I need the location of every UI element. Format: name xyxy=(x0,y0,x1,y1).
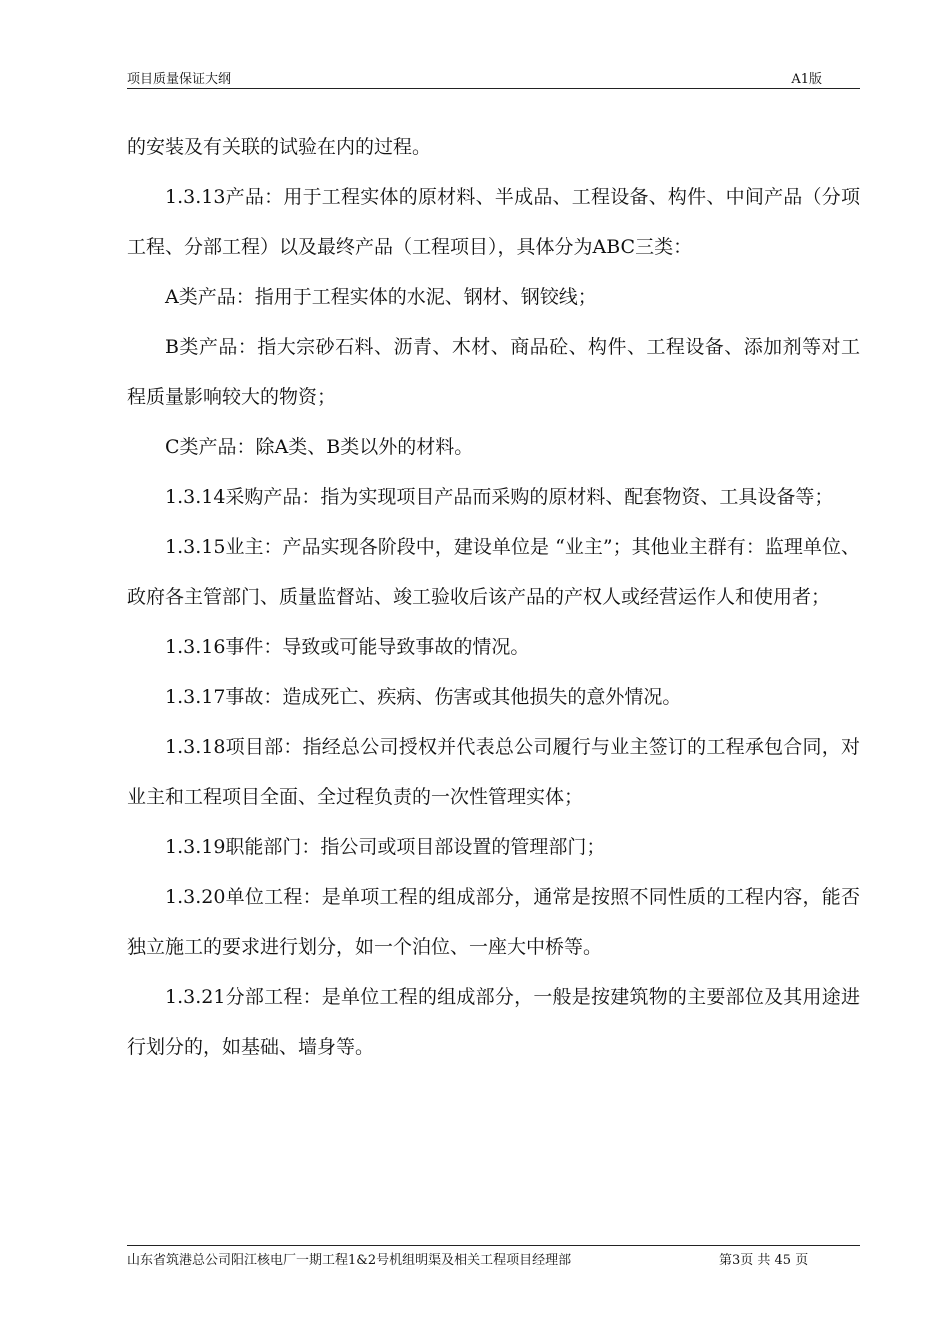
paragraph: 1.3.19职能部门：指公司或项目部设置的管理部门； xyxy=(165,836,606,858)
footer-organization: 山东省筑港总公司阳江核电厂一期工程1&2号机组明渠及相关工程项目经理部 xyxy=(127,1253,572,1268)
document-title: 项目质量保证大纲 xyxy=(127,72,232,87)
paragraph: 1.3.17事故：造成死亡、疾病、伤害或其他损失的意外情况。 xyxy=(165,686,682,708)
paragraph: B类产品：指大宗砂石料、沥青、木材、商品砼、构件、工程设备、添加剂等对工程质量影响较大的物资； xyxy=(127,336,860,408)
paragraph: 1.3.18项目部：指经总公司授权并代表总公司履行与业主签订的工程承包合同，对业主和工程项目全面、全过程负责的一次性管理实体； xyxy=(127,736,860,808)
page-footer xyxy=(127,1245,860,1272)
paragraph: 1.3.14采购产品：指为实现项目产品而采购的原材料、配套物资、工具设备等； xyxy=(165,486,834,508)
page-number: 第3页 共 45 页 xyxy=(719,1253,809,1268)
paragraph: C类产品：除A类、B类以外的材料。 xyxy=(165,436,474,458)
paragraph: 1.3.16事件：导致或可能导致事故的情况。 xyxy=(165,636,530,658)
document-body xyxy=(127,122,860,1072)
page-header xyxy=(127,66,860,89)
paragraph: A类产品：指用于工程实体的水泥、钢材、钢铰线； xyxy=(165,286,597,308)
paragraph: 1.3.21分部工程：是单位工程的组成部分，一般是按建筑物的主要部位及其用途进行划分的，如基础、墙身等。 xyxy=(127,986,860,1058)
paragraph: 的安装及有关联的试验在内的过程。 xyxy=(127,136,432,158)
paragraph: 1.3.13产品：用于工程实体的原材料、半成品、工程设备、构件、中间产品（分项工程、分部工程）以及最终产品（工程项目），具体分为ABC三类： xyxy=(127,186,860,258)
document-version: A1版 xyxy=(791,72,822,87)
paragraph: 1.3.15业主：产品实现各阶段中，建设单位是 “业主”；其他业主群有：监理单位、政府各主管部门、质量监督站、竣工验收后该产品的产权人或经营运作人和使用者； xyxy=(127,536,860,608)
paragraph: 1.3.20单位工程：是单项工程的组成部分，通常是按照不同性质的工程内容，能否独立施工的要求进行划分，如一个泊位、一座大中桥等。 xyxy=(127,886,860,958)
